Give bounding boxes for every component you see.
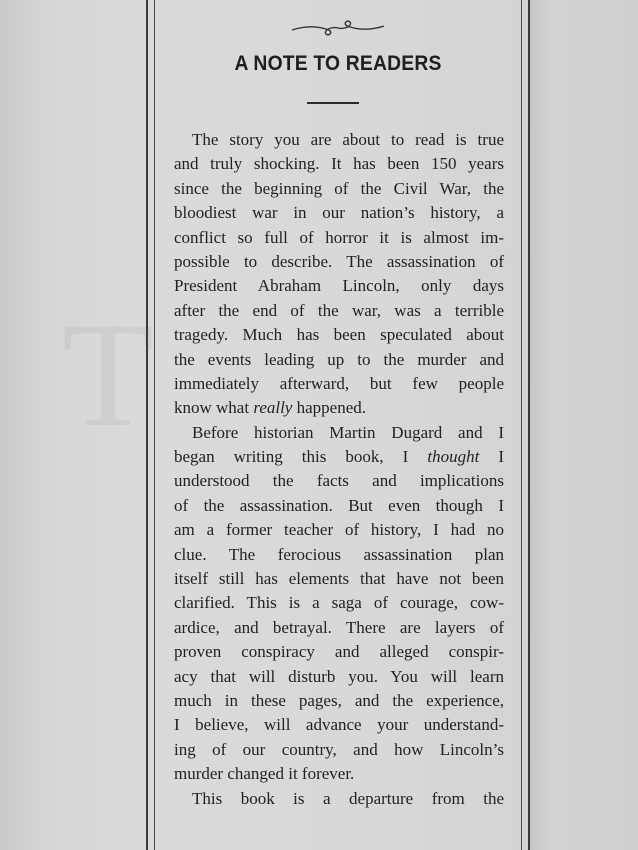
emphasis-text: really <box>253 398 293 418</box>
text-line: since the beginning of the Civil War, the <box>174 178 504 198</box>
paragraph-2 <box>174 421 504 787</box>
text-line: President Abraham Lincoln, only days <box>174 276 504 296</box>
text-line <box>174 396 504 420</box>
paragraph-1 <box>174 128 504 421</box>
text-run: began writing this book, I <box>174 447 428 467</box>
text-line: itself still has elements that have not been <box>174 569 504 589</box>
text-line: the events leading up to the murder and <box>174 349 504 369</box>
text-line: This book is a departure from the <box>192 788 504 808</box>
text-line: Before historian Martin Dugard and I <box>192 422 504 442</box>
text-line: bloodiest war in our nation’s history, a <box>174 203 504 223</box>
text-run: I <box>479 447 504 467</box>
text-line: tragedy. Much has been speculated about <box>174 325 504 345</box>
note-body <box>174 128 504 811</box>
text-run: happened. <box>292 398 366 418</box>
scroll-flourish-icon <box>290 18 386 38</box>
text-line: clue. The ferocious assassination plan <box>174 544 504 564</box>
emphasis-text: thought <box>427 447 480 467</box>
bleed-through-drop-cap: T <box>62 292 154 458</box>
page-title: A NOTE TO READERS <box>234 52 442 75</box>
text-line: understood the facts and implications <box>174 471 504 491</box>
text-line: acy that will disturb you. You will learn <box>174 666 504 686</box>
page-gutter-shadow <box>530 0 550 850</box>
text-line: The story you are about to read is true <box>192 130 504 149</box>
text-line: murder changed it forever. <box>174 764 355 784</box>
text-line: am a former teacher of history, I had no <box>174 520 504 540</box>
text-line: clarified. This is a saga of courage, cow- <box>174 593 504 613</box>
text-line: and truly shocking. It has been 150 years <box>174 154 504 174</box>
text-line: I believe, will advance your understand- <box>174 715 504 735</box>
text-line: of the assassination. But even though I <box>174 495 504 515</box>
text-run: know what <box>174 398 254 418</box>
text-line: ing of our country, and how Lincoln’s <box>174 739 504 759</box>
text-line: after the end of the war, was a terrible <box>174 300 504 320</box>
text-line: much in these pages, and the experience, <box>174 690 504 710</box>
text-line <box>174 445 504 469</box>
text-line: proven conspiracy and alleged conspir- <box>174 642 504 662</box>
paragraph-3 <box>174 787 504 811</box>
text-line: immediately afterward, but few people <box>174 373 504 393</box>
text-line: ardice, and betrayal. There are layers of <box>174 617 504 637</box>
text-line: possible to describe. The assassination of <box>174 251 504 271</box>
text-line: conflict so full of horror it is almost im- <box>174 227 504 247</box>
title-divider <box>307 102 359 104</box>
